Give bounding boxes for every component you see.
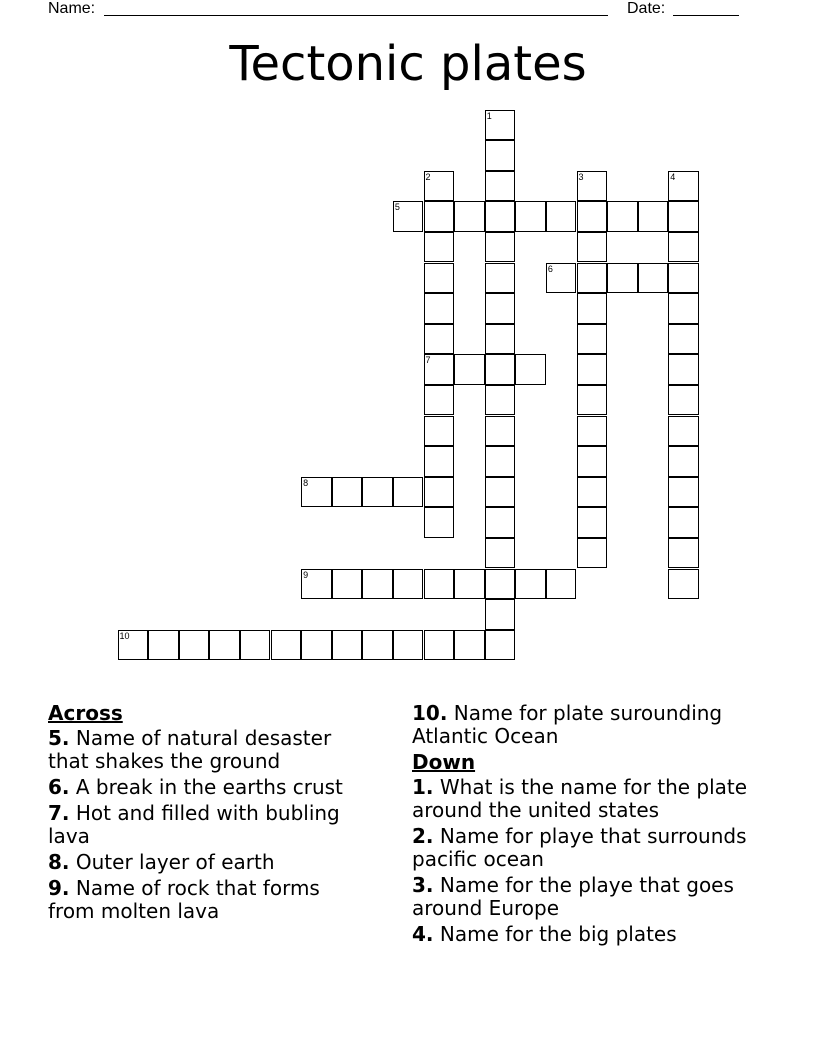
crossword-cell[interactable] [668,416,699,447]
crossword-cell[interactable] [515,569,546,600]
clue-number-label: 7 [425,355,431,366]
crossword-cell[interactable] [332,630,363,661]
crossword-cell[interactable] [485,507,516,538]
clue-text: Name for the playe that goes around Europe [412,873,734,920]
crossword-cell[interactable] [118,630,149,661]
crossword-cell[interactable] [301,569,332,600]
clue-number-label: 5 [394,202,400,213]
crossword-cell[interactable] [668,171,699,202]
crossword-cell[interactable] [485,324,516,355]
clue-text: What is the name for the plate around the united states [412,775,748,822]
crossword-cell[interactable] [485,293,516,324]
crossword-cell[interactable] [577,293,608,324]
crossword-cell[interactable] [485,110,516,141]
clue-text: Name for plate surounding Atlantic Ocean [412,701,723,748]
crossword-cell[interactable] [577,263,608,294]
crossword-cell[interactable] [577,446,608,477]
crossword-cell[interactable] [424,507,455,538]
crossword-cell[interactable] [668,324,699,355]
clue-text: Hot and filled with bubling lava [48,801,340,848]
crossword-cell[interactable] [515,354,546,385]
clue-across-6 [48,776,368,799]
crossword-cell[interactable] [668,569,699,600]
crossword-cell[interactable] [454,630,485,661]
crossword-cell[interactable] [577,385,608,416]
crossword-cell[interactable] [424,171,455,202]
clue-number: 4. [412,922,434,946]
clue-text: Name for the big plates [439,922,677,946]
down-heading: Down [412,750,476,774]
clue-down-4 [412,923,762,946]
clues-column-left [48,702,368,926]
crossword-cell[interactable] [485,263,516,294]
clue-down-2 [412,825,762,871]
name-field[interactable] [104,15,608,16]
clue-across-10 [412,702,762,748]
crossword-cell[interactable] [424,354,455,385]
crossword-cell[interactable] [362,569,393,600]
crossword-cell[interactable] [485,599,516,630]
crossword-cell[interactable] [485,569,516,600]
crossword-cell[interactable] [393,630,424,661]
crossword-cell[interactable] [577,477,608,508]
crossword-cell[interactable] [668,232,699,263]
across-heading: Across [48,701,123,725]
crossword-cell[interactable] [240,630,271,661]
crossword-cell[interactable] [332,569,363,600]
crossword-cell[interactable] [577,354,608,385]
crossword-cell[interactable] [424,232,455,263]
crossword-cell[interactable] [424,324,455,355]
crossword-cell[interactable] [424,201,455,232]
crossword-cell[interactable] [393,201,424,232]
clue-down-3 [412,874,762,920]
crossword-cell[interactable] [638,263,669,294]
crossword-cell[interactable] [577,201,608,232]
date-field[interactable] [673,15,739,16]
crossword-cell[interactable] [424,416,455,447]
clue-across-7 [48,802,368,848]
crossword-cell[interactable] [424,630,455,661]
crossword-cell[interactable] [209,630,240,661]
crossword-cell[interactable] [668,538,699,569]
clue-across-8 [48,851,368,874]
crossword-cell[interactable] [271,630,302,661]
clue-across-5 [48,727,368,773]
crossword-cell[interactable] [393,477,424,508]
crossword-cell[interactable] [454,354,485,385]
crossword-cell[interactable] [607,263,638,294]
crossword-cell[interactable] [424,446,455,477]
page-title: Tectonic plates [229,36,587,92]
crossword-cell[interactable] [179,630,210,661]
crossword-cell[interactable] [424,385,455,416]
clue-number: 8. [48,850,70,874]
crossword-cell[interactable] [668,201,699,232]
crossword-cell[interactable] [638,201,669,232]
clue-text: Name for playe that surrounds pacific ocean [412,824,747,871]
clue-text: Outer layer of earth [75,850,275,874]
crossword-cell[interactable] [424,477,455,508]
clue-number-label: 2 [425,171,431,182]
crossword-cell[interactable] [362,477,393,508]
crossword-cell[interactable] [454,201,485,232]
crossword-cell[interactable] [301,477,332,508]
clue-number: 7. [48,801,70,825]
clue-number: 3. [412,873,434,897]
crossword-cell[interactable] [454,569,485,600]
crossword-cell[interactable] [485,201,516,232]
clue-number-label: 6 [547,263,553,274]
clue-text: Name of natural desaster that shakes the ground [48,726,332,773]
crossword-cell[interactable] [424,263,455,294]
crossword-cell[interactable] [668,293,699,324]
clue-number-label: 9 [303,569,309,580]
clue-number: 1. [412,775,434,799]
crossword-cell[interactable] [668,507,699,538]
crossword-cell[interactable] [362,630,393,661]
crossword-cell[interactable] [577,232,608,263]
crossword-cell[interactable] [424,569,455,600]
date-label: Date: [627,0,666,17]
clue-number-label: 4 [670,171,676,182]
crossword-cell[interactable] [485,630,516,661]
crossword-cell[interactable] [607,201,638,232]
crossword-cell[interactable] [668,385,699,416]
clue-number: 5. [48,726,70,750]
crossword-cell[interactable] [515,201,546,232]
crossword-cell[interactable] [485,354,516,385]
name-date-header [0,0,816,20]
crossword-cell[interactable] [668,354,699,385]
clue-text: Name of rock that forms from molten lava [48,876,320,923]
clue-number-label: 3 [578,171,584,182]
crossword-cell[interactable] [485,446,516,477]
crossword-cell[interactable] [577,507,608,538]
crossword-cell[interactable] [485,385,516,416]
clue-down-1 [412,776,762,822]
crossword-cell[interactable] [577,416,608,447]
crossword-cell[interactable] [668,446,699,477]
crossword-cell[interactable] [485,477,516,508]
crossword-cell[interactable] [485,140,516,171]
clue-number-label: 10 [119,630,130,641]
crossword-cell[interactable] [393,569,424,600]
clue-number: 9. [48,876,70,900]
crossword-cell[interactable] [148,630,179,661]
crossword-cell[interactable] [485,538,516,569]
clue-across-9 [48,877,368,923]
crossword-cell[interactable] [577,171,608,202]
clue-text: A break in the earths crust [75,775,343,799]
crossword-cell[interactable] [485,416,516,447]
crossword-cell[interactable] [668,263,699,294]
crossword-cell[interactable] [668,477,699,508]
clue-number-label: 1 [486,110,492,121]
name-label: Name: [48,0,96,17]
crossword-cell[interactable] [424,293,455,324]
crossword-cell[interactable] [332,477,363,508]
crossword-cell[interactable] [485,171,516,202]
clue-number: 6. [48,775,70,799]
crossword-cell[interactable] [546,569,577,600]
clue-number: 2. [412,824,434,848]
clue-number-label: 8 [303,477,309,488]
crossword-cell[interactable] [546,263,577,294]
crossword-cell[interactable] [577,538,608,569]
clue-number: 10. [412,701,448,725]
crossword-cell[interactable] [485,232,516,263]
crossword-cell[interactable] [546,201,577,232]
crossword-cell[interactable] [577,324,608,355]
clues-column-right [412,702,762,949]
crossword-cell[interactable] [301,630,332,661]
